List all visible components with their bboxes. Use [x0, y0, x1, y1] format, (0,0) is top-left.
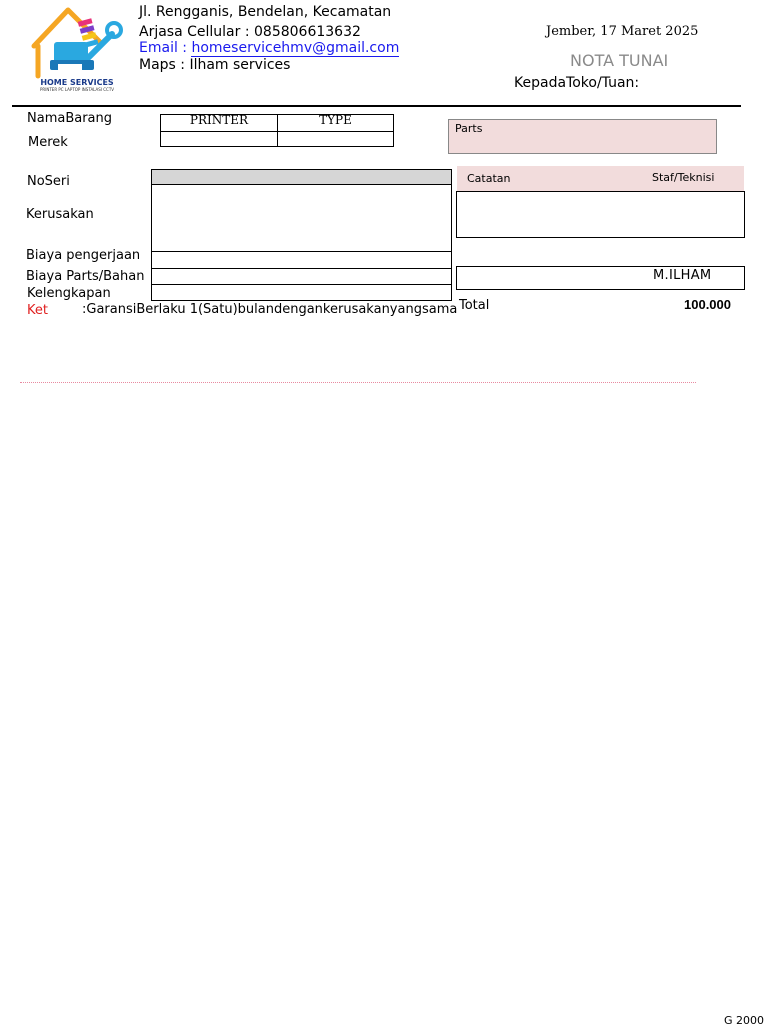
- total-value: 100.000: [684, 297, 731, 312]
- logo-subtitle: PRINTER PC LAPTOP INSTALASI CCTV: [40, 87, 114, 92]
- total-label: Total: [459, 298, 490, 313]
- biaya-pengerjaan-label: Biaya pengerjaan: [26, 248, 141, 263]
- staf-label: Staf/Teknisi: [652, 171, 715, 184]
- catatan-header: [457, 166, 744, 191]
- kerusakan-field[interactable]: [151, 184, 452, 252]
- no-seri-field[interactable]: [151, 169, 452, 185]
- ket-label: Ket: [27, 303, 48, 318]
- warranty-note: :GaransiBerlaku 1(Satu)bulandengankerusakanyangsama: [82, 302, 458, 317]
- catatan-label: Catatan: [467, 172, 511, 185]
- no-seri-label: NoSeri: [27, 174, 70, 189]
- item-type-table: [160, 114, 394, 147]
- email-label: Email :: [139, 40, 192, 56]
- kerusakan-label: Kerusakan: [26, 207, 94, 222]
- footer-code: G 2000: [724, 1014, 765, 1027]
- email-line: [139, 40, 399, 56]
- address-line: Jl. Rengganis, Bendelan, Kecamatan: [139, 4, 392, 20]
- staf-field[interactable]: [456, 266, 745, 290]
- type-header: TYPE: [319, 113, 352, 127]
- nama-barang-label: NamaBarang: [27, 111, 113, 126]
- invoice-date: Jember, 17 Maret 2025: [546, 24, 699, 39]
- email-link[interactable]: homeservicehmv@gmail.com: [191, 40, 400, 56]
- catatan-field[interactable]: [456, 191, 745, 238]
- cut-line: [20, 382, 696, 383]
- logo-title: HOME SERVICES: [40, 78, 114, 87]
- header-divider: [12, 105, 741, 107]
- merek-label: Merek: [28, 135, 68, 150]
- biaya-pengerjaan-field[interactable]: [151, 251, 452, 269]
- kelengkapan-label: Kelengkapan: [27, 286, 111, 301]
- printer-header: PRINTER: [189, 113, 249, 127]
- phone-line: Arjasa Cellular : 085806613632: [139, 24, 361, 40]
- home-services-logo: [28, 6, 124, 96]
- recipient-label: KepadaToko/Tuan:: [514, 75, 640, 91]
- biaya-parts-label: Biaya Parts/Bahan: [26, 269, 145, 284]
- parts-label: Parts: [455, 122, 483, 135]
- invoice-type: NOTA TUNAI: [570, 51, 669, 70]
- staf-name: M.ILHAM: [653, 268, 712, 283]
- biaya-parts-field[interactable]: [151, 268, 452, 285]
- maps-line: Maps : Ilham services: [139, 57, 291, 73]
- kelengkapan-field[interactable]: [151, 284, 452, 301]
- parts-box[interactable]: [448, 119, 717, 154]
